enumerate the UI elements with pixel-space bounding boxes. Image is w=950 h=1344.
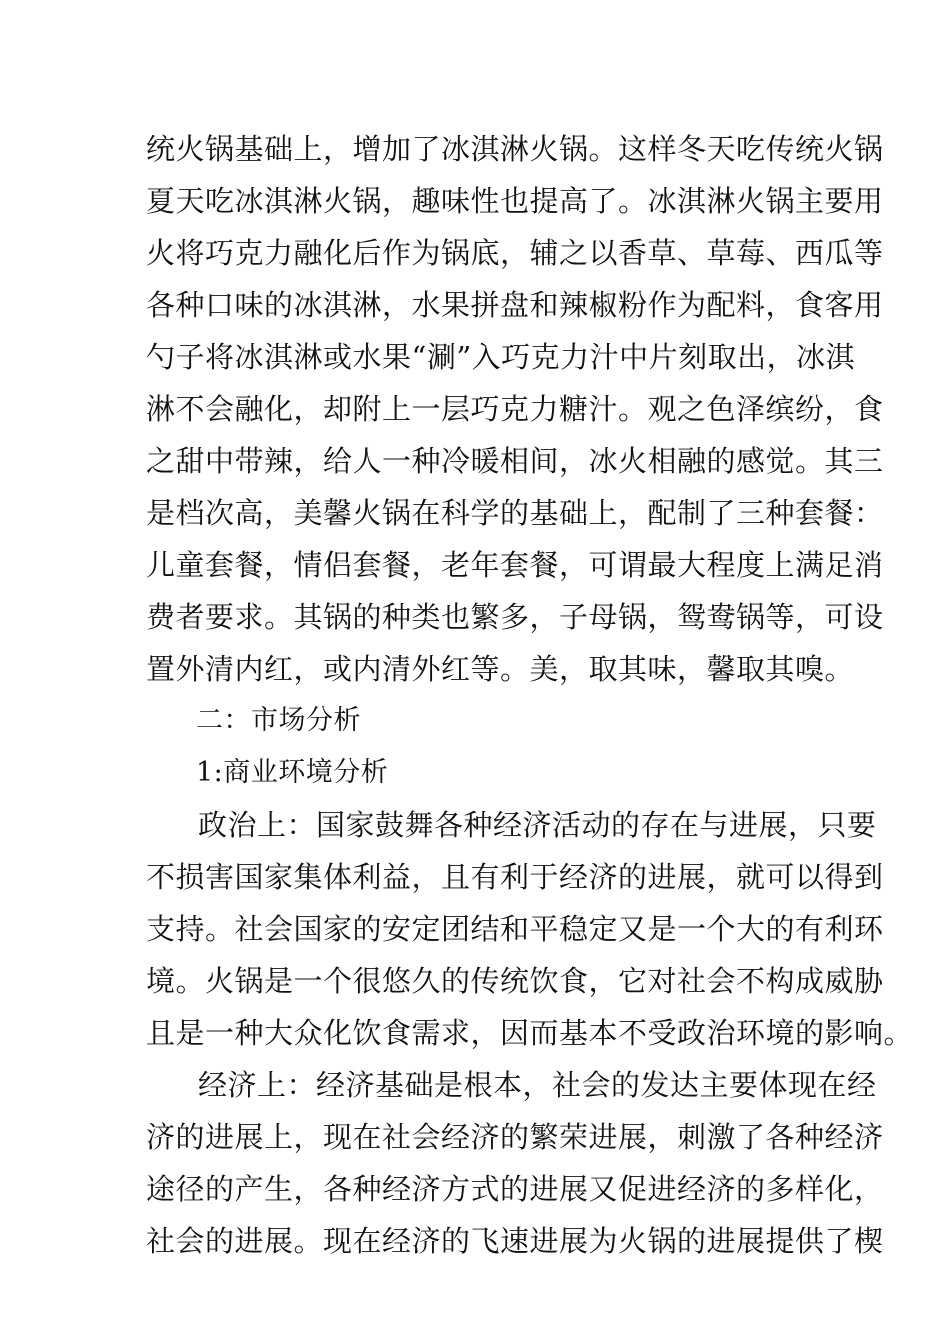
section-heading: 二：市场分析 xyxy=(196,705,361,736)
body-text-line: 火将巧克力融化后作为锅底，辅之以香草、草莓、西瓜等 xyxy=(146,236,884,270)
body-text-line: 支持。社会国家的安定团结和平稳定又是一个大的有利环 xyxy=(146,912,884,946)
body-text-line: 境。火锅是一个很悠久的传统饮食，它对社会不构成威胁 xyxy=(146,964,884,998)
body-text-line: 各种口味的冰淇淋，水果拼盘和辣椒粉作为配料，食客用 xyxy=(146,288,884,322)
body-text-line: 淋不会融化，却附上一层巧克力糖汁。观之色泽缤纷，食 xyxy=(146,392,884,426)
body-text-line: 不损害国家集体利益，且有利于经济的进展，就可以得到 xyxy=(146,860,884,894)
paragraph-first-line: 政治上：国家鼓舞各种经济活动的存在与进展，只要 xyxy=(198,808,877,842)
body-text-line: 途径的产生，各种经济方式的进展又促进经济的多样化， xyxy=(146,1172,884,1206)
body-text-line: 儿童套餐，情侣套餐，老年套餐，可谓最大程度上满足消 xyxy=(146,548,884,582)
body-text-line: 勺子将冰淇淋或水果“涮”入巧克力汁中片刻取出，冰淇 xyxy=(146,340,856,374)
body-text-line: 统火锅基础上，增加了冰淇淋火锅。这样冬天吃传统火锅 xyxy=(146,132,884,166)
body-text-line: 且是一种大众化饮食需求，因而基本不受政治环境的影响。 xyxy=(146,1016,914,1050)
body-text-line: 置外清内红，或内清外红等。美，取其味，馨取其嗅。 xyxy=(146,652,855,686)
body-text-line: 之甜中带辣，给人一种冷暖相间，冰火相融的感觉。其三 xyxy=(146,444,884,478)
body-text-line: 是档次高，美馨火锅在科学的基础上，配制了三种套餐： xyxy=(146,496,884,530)
body-text-line: 费者要求。其锅的种类也繁多，子母锅，鸳鸯锅等，可设 xyxy=(146,600,884,634)
subsection-heading: 1:商业环境分析 xyxy=(196,757,389,788)
body-text-line: 济的进展上，现在社会经济的繁荣进展，刺激了各种经济 xyxy=(146,1120,884,1154)
body-text-line: 夏天吃冰淇淋火锅，趣味性也提高了。冰淇淋火锅主要用 xyxy=(146,184,884,218)
body-text-line: 社会的进展。现在经济的飞速进展为火锅的进展提供了楔 xyxy=(146,1224,884,1258)
paragraph-first-line: 经济上：经济基础是根本，社会的发达主要体现在经 xyxy=(198,1068,877,1102)
